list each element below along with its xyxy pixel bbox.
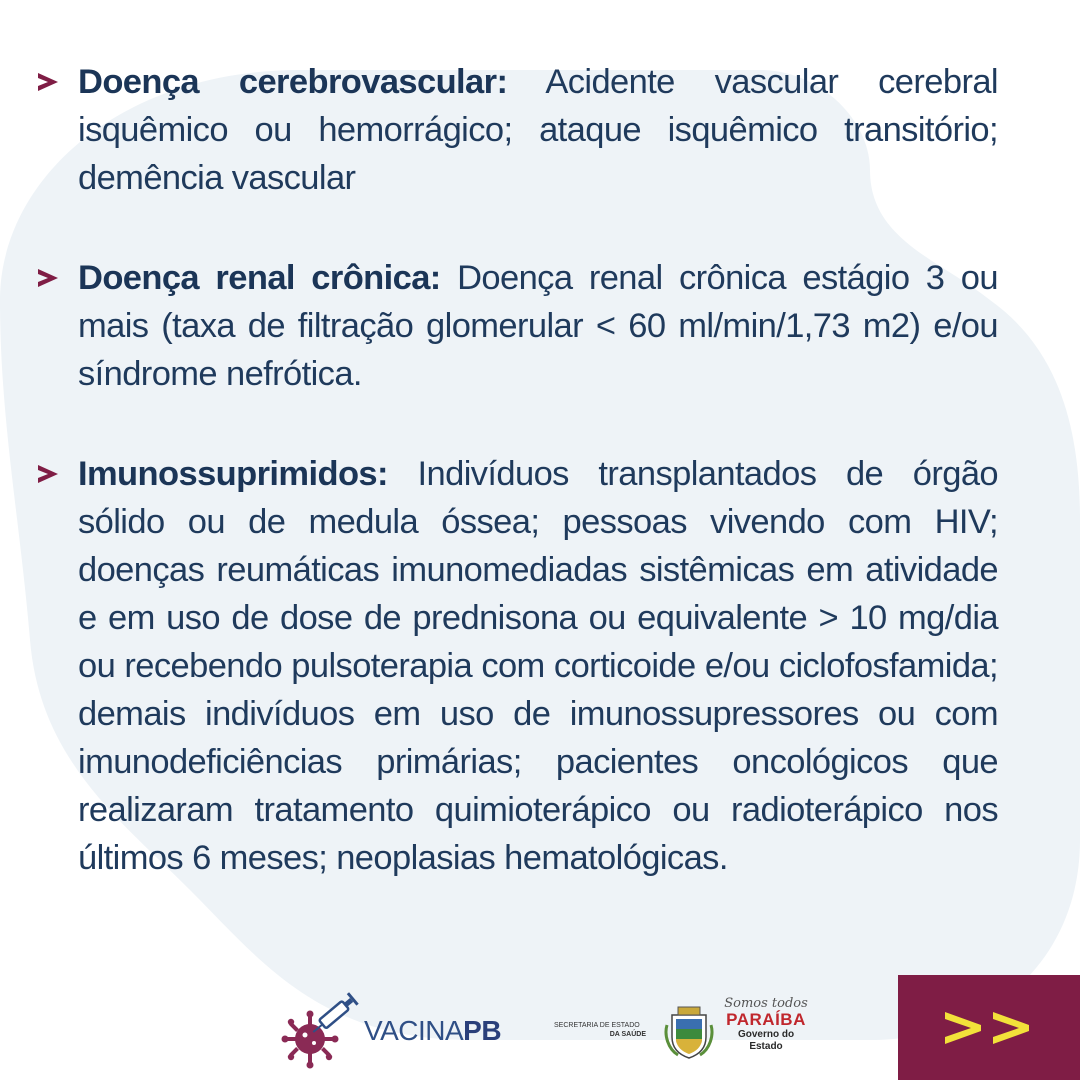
criteria-text: Acidente vascular cerebral isquêmico ou hemorrágico; ataque isquêmico transitório; demência vascular bbox=[78, 63, 998, 197]
criteria-list bbox=[34, 58, 998, 882]
state-crest-icon bbox=[664, 1005, 714, 1059]
vacina-prefix: VACINA bbox=[364, 1015, 464, 1046]
secretaria-line2: DA SAÚDE bbox=[609, 1031, 646, 1038]
criteria-item-renal bbox=[34, 254, 998, 398]
criteria-text: Doença renal crônica estágio 3 ou mais (taxa de filtração glomerular < 60 ml/min/1,73 m2) e/ou síndrome nefrótica. bbox=[78, 259, 998, 393]
footer bbox=[0, 975, 1080, 1080]
secretaria-line1: SECRETARIA DE ESTADO bbox=[554, 1022, 640, 1029]
governo-estado-text: Governo do Estado bbox=[737, 1029, 795, 1052]
vacina-suffix: PB bbox=[463, 1015, 502, 1046]
paraiba-text: PARAÍBA bbox=[726, 1010, 806, 1029]
somos-todos-text: Somos todos bbox=[724, 996, 808, 1011]
vacinapb-wordmark bbox=[364, 1015, 501, 1047]
criteria-term: Doença cerebrovascular: bbox=[78, 63, 508, 101]
criteria-item-immunosuppressed bbox=[34, 450, 998, 882]
next-button[interactable] bbox=[898, 975, 1080, 1080]
chevron-right-icon bbox=[34, 460, 62, 488]
chevron-right-icon bbox=[34, 68, 62, 96]
vacinapb-logo bbox=[280, 987, 520, 1077]
criteria-term: Imunossuprimidos: bbox=[78, 455, 388, 493]
governo-paraiba-logo bbox=[720, 997, 812, 1053]
criteria-term: Doença renal crônica: bbox=[78, 259, 441, 297]
double-chevron-right-icon bbox=[939, 1008, 1039, 1048]
virus-syringe-icon bbox=[280, 987, 364, 1077]
chevron-right-icon bbox=[34, 264, 62, 292]
criteria-text: Indivíduos transplantados de órgão sólido ou de medula óssea; pessoas vivendo com HIV; doenças reumáticas imunomediadas sistêmicas em atividade e em uso de dose de prednisona ou equivalente > 10 mg/dia ou recebendo pulsoterapia com corticoide e/ou ciclofosfamida; demais indivíduos em uso de imunossupressores ou com imunodeficiências primárias; pacientes oncológicos que realizaram tratamento quimioterápico ou radioterápico nos últimos 6 meses; neoplasias hematológicas. bbox=[78, 455, 998, 877]
secretaria-saude-logo bbox=[554, 1021, 646, 1039]
criteria-item-cerebrovascular bbox=[34, 58, 998, 202]
